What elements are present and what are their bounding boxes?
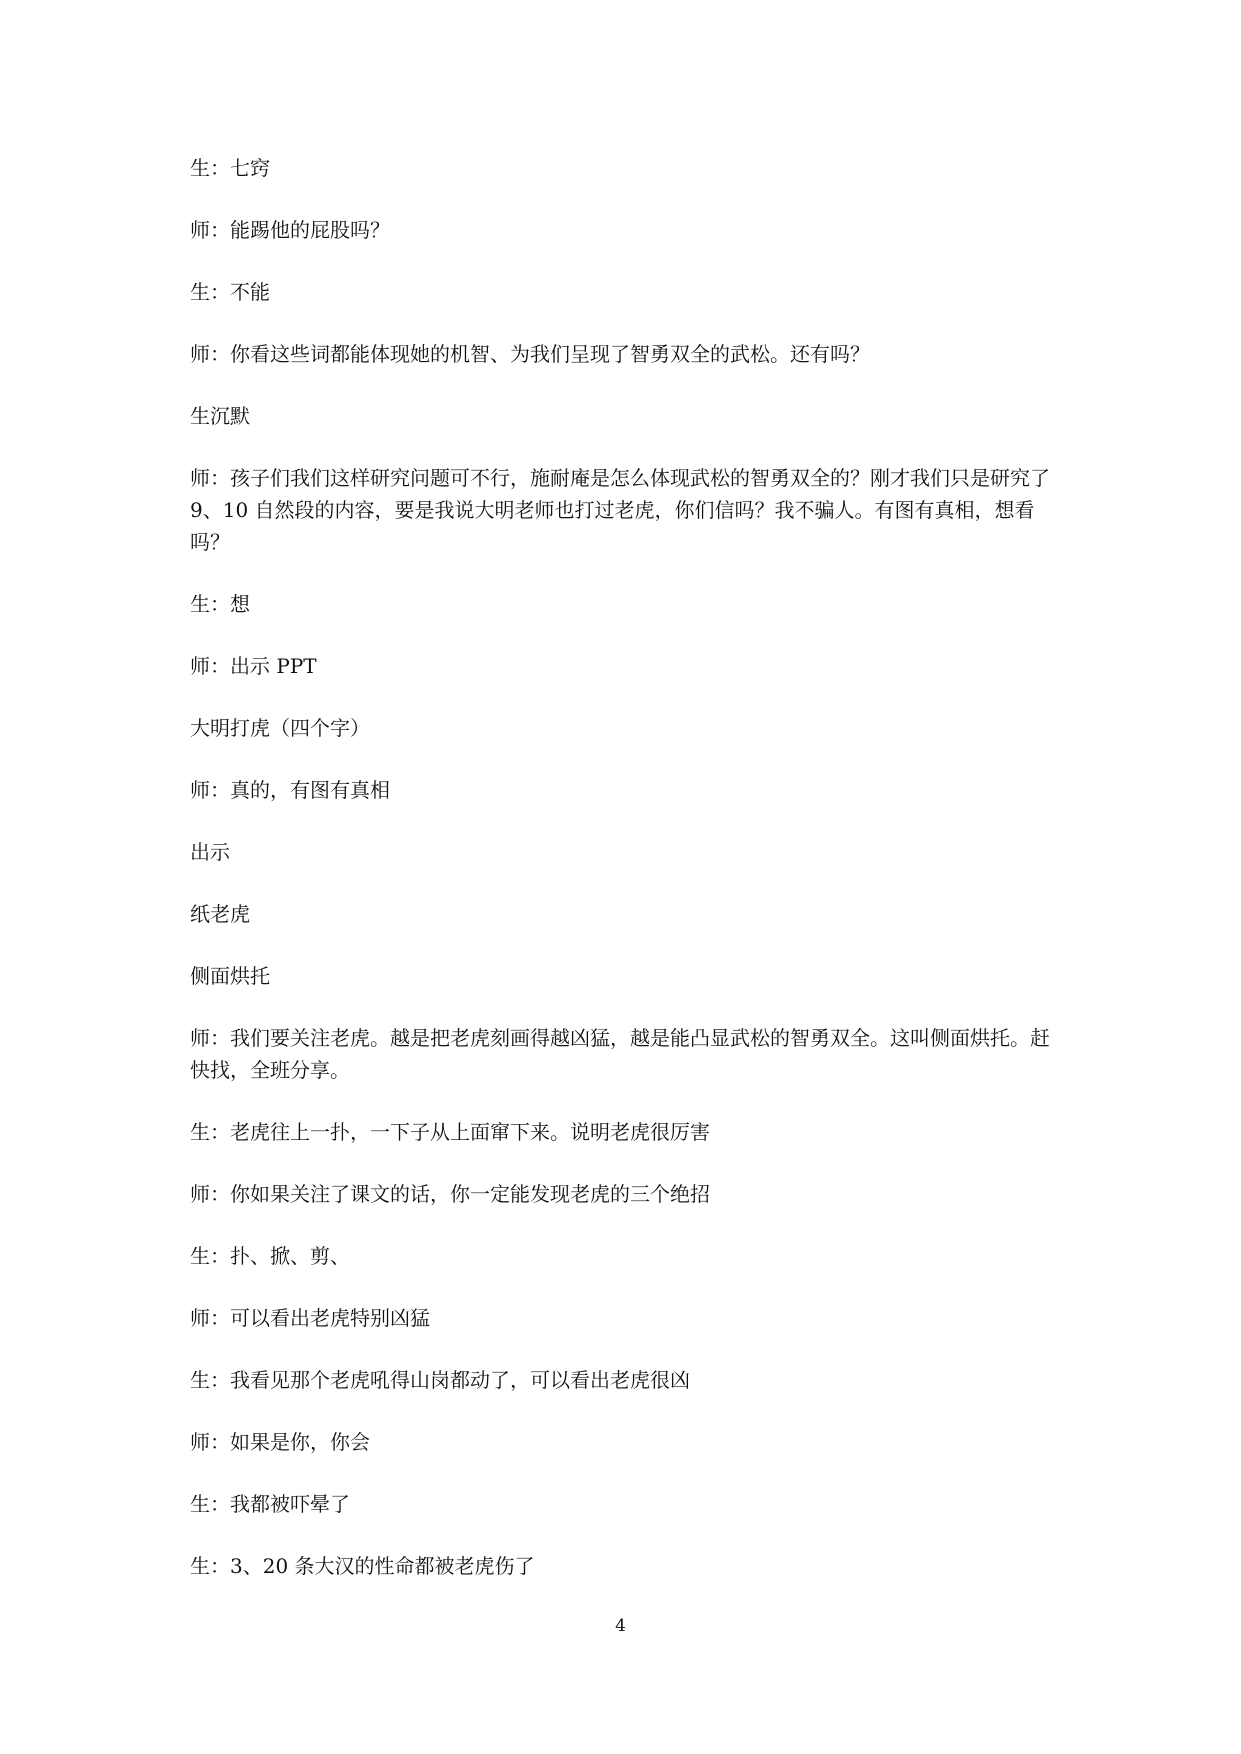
page-number: 4: [615, 1616, 626, 1636]
paragraph: 生：老虎往上一扑，一下子从上面窜下来。说明老虎很厉害: [190, 1120, 710, 1144]
paragraph: 师：能踢他的屁股吗？: [190, 218, 390, 242]
paragraph: 师：你看这些词都能体现她的机智、为我们呈现了智勇双全的武松。还有吗？: [190, 342, 870, 366]
paragraph: 生：我都被吓晕了: [190, 1492, 350, 1516]
paragraph: 生：想: [190, 592, 250, 616]
paragraph: 大明打虎（四个字）: [190, 716, 370, 740]
paragraph: 生：不能: [190, 280, 270, 304]
paragraph: 生：3、20 条大汉的性命都被老虎伤了: [190, 1554, 535, 1578]
paragraph: 纸老虎: [190, 902, 250, 926]
paragraph: 侧面烘托: [190, 964, 270, 988]
paragraph: 出示: [190, 840, 230, 864]
transcript-body: [190, 152, 1060, 1612]
paragraph: 师：你如果关注了课文的话，你一定能发现老虎的三个绝招: [190, 1182, 710, 1206]
paragraph: 生：扑、掀、剪、: [190, 1244, 350, 1268]
paragraph: 生：我看见那个老虎吼得山岗都动了，可以看出老虎很凶: [190, 1368, 690, 1392]
paragraph: 师：如果是你，你会: [190, 1430, 370, 1454]
paragraph: 师：可以看出老虎特别凶猛: [190, 1306, 430, 1330]
paragraph: 师：真的，有图有真相: [190, 778, 390, 802]
paragraph: 师：孩子们我们这样研究问题可不行，施耐庵是怎么体现武松的智勇双全的？刚才我们只是研究了 9、10 自然段的内容，要是我说大明老师也打过老虎，你们信吗？我不骗人。有图有真相，想看吗？: [190, 466, 1050, 554]
paragraph: 师：我们要关注老虎。越是把老虎刻画得越凶猛，越是能凸显武松的智勇双全。这叫侧面烘托。赶快找，全班分享。: [190, 1026, 1050, 1082]
paragraph: 师：出示 PPT: [190, 654, 317, 678]
paragraph: 生：七窍: [190, 156, 270, 180]
paragraph: 生沉默: [190, 404, 250, 428]
